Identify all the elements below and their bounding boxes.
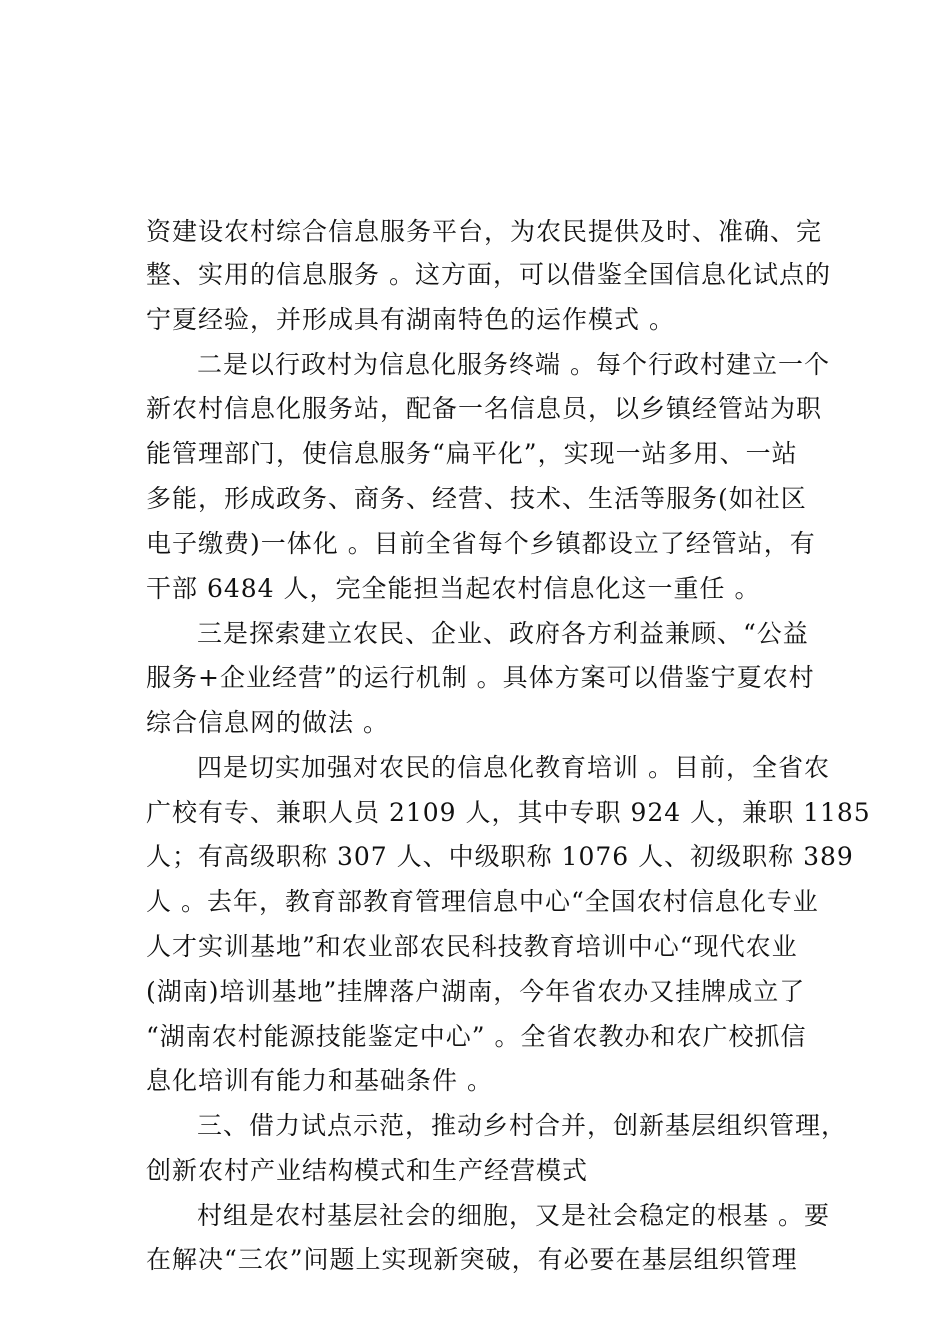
paragraph-start-line: 村组是农村基层社会的细胞，又是社会稳定的根基 。要 [197,1201,830,1230]
paragraph-start-line: 四是切实加强对农民的信息化教育培训 。目前，全省农 [197,753,830,782]
text-line: 多能，形成政务、商务、经营、技术、生活等服务(如社区 [146,484,807,513]
text-line: 干部 6484 人，完全能担当起农村信息化这一重任 。 [146,574,761,603]
text-line: 在解决“三农”问题上实现新突破，有必要在基层组织管理 [146,1245,798,1274]
text-line: 服务+企业经营”的运行机制 。具体方案可以借鉴宁夏农村 [146,663,815,692]
text-line: 人；有高级职称 307 人、中级职称 1076 人、初级职称 389 [146,842,854,871]
text-line: (湖南)培训基地”挂牌落户湖南，今年省农办又挂牌成立了 [146,977,806,1006]
text-line: 人 。去年，教育部教育管理信息中心“全国农村信息化专业 [146,887,819,916]
paragraph-start-line: 二是以行政村为信息化服务终端 。每个行政村建立一个 [197,350,830,379]
text-line: 资建设农村综合信息服务平台，为农民提供及时、准确、完 [146,217,823,246]
text-line: “湖南农村能源技能鉴定中心” 。全省农教办和农广校抓信 [146,1022,807,1051]
text-line: 宁夏经验，并形成具有湖南特色的运作模式 。 [146,305,675,334]
text-line: 综合信息网的做法 。 [146,708,389,737]
paragraph-start-line: 三是探索建立农民、企业、政府各方利益兼顾、“公益 [197,619,809,648]
section-heading-line: 三、借力试点示范，推动乡村合并，创新基层组织管理， [197,1111,848,1140]
text-line: 能管理部门，使信息服务“扁平化”，实现一站多用、一站 [146,439,798,468]
text-line: 人才实训基地”和农业部农民科技教育培训中心“现代农业 [146,932,798,961]
text-line: 整、实用的信息服务 。这方面，可以借鉴全国信息化试点的 [146,260,831,289]
text-line: 新农村信息化服务站，配备一名信息员，以乡镇经管站为职 [146,394,823,423]
text-line: 电子缴费)一体化 。目前全省每个乡镇都设立了经管站，有 [146,529,816,558]
section-heading-line: 创新农村产业结构模式和生产经营模式 [146,1156,589,1185]
text-line: 广校有专、兼职人员 2109 人，其中专职 924 人，兼职 1185 [146,798,871,827]
text-line: 息化培训有能力和基础条件 。 [146,1066,493,1095]
